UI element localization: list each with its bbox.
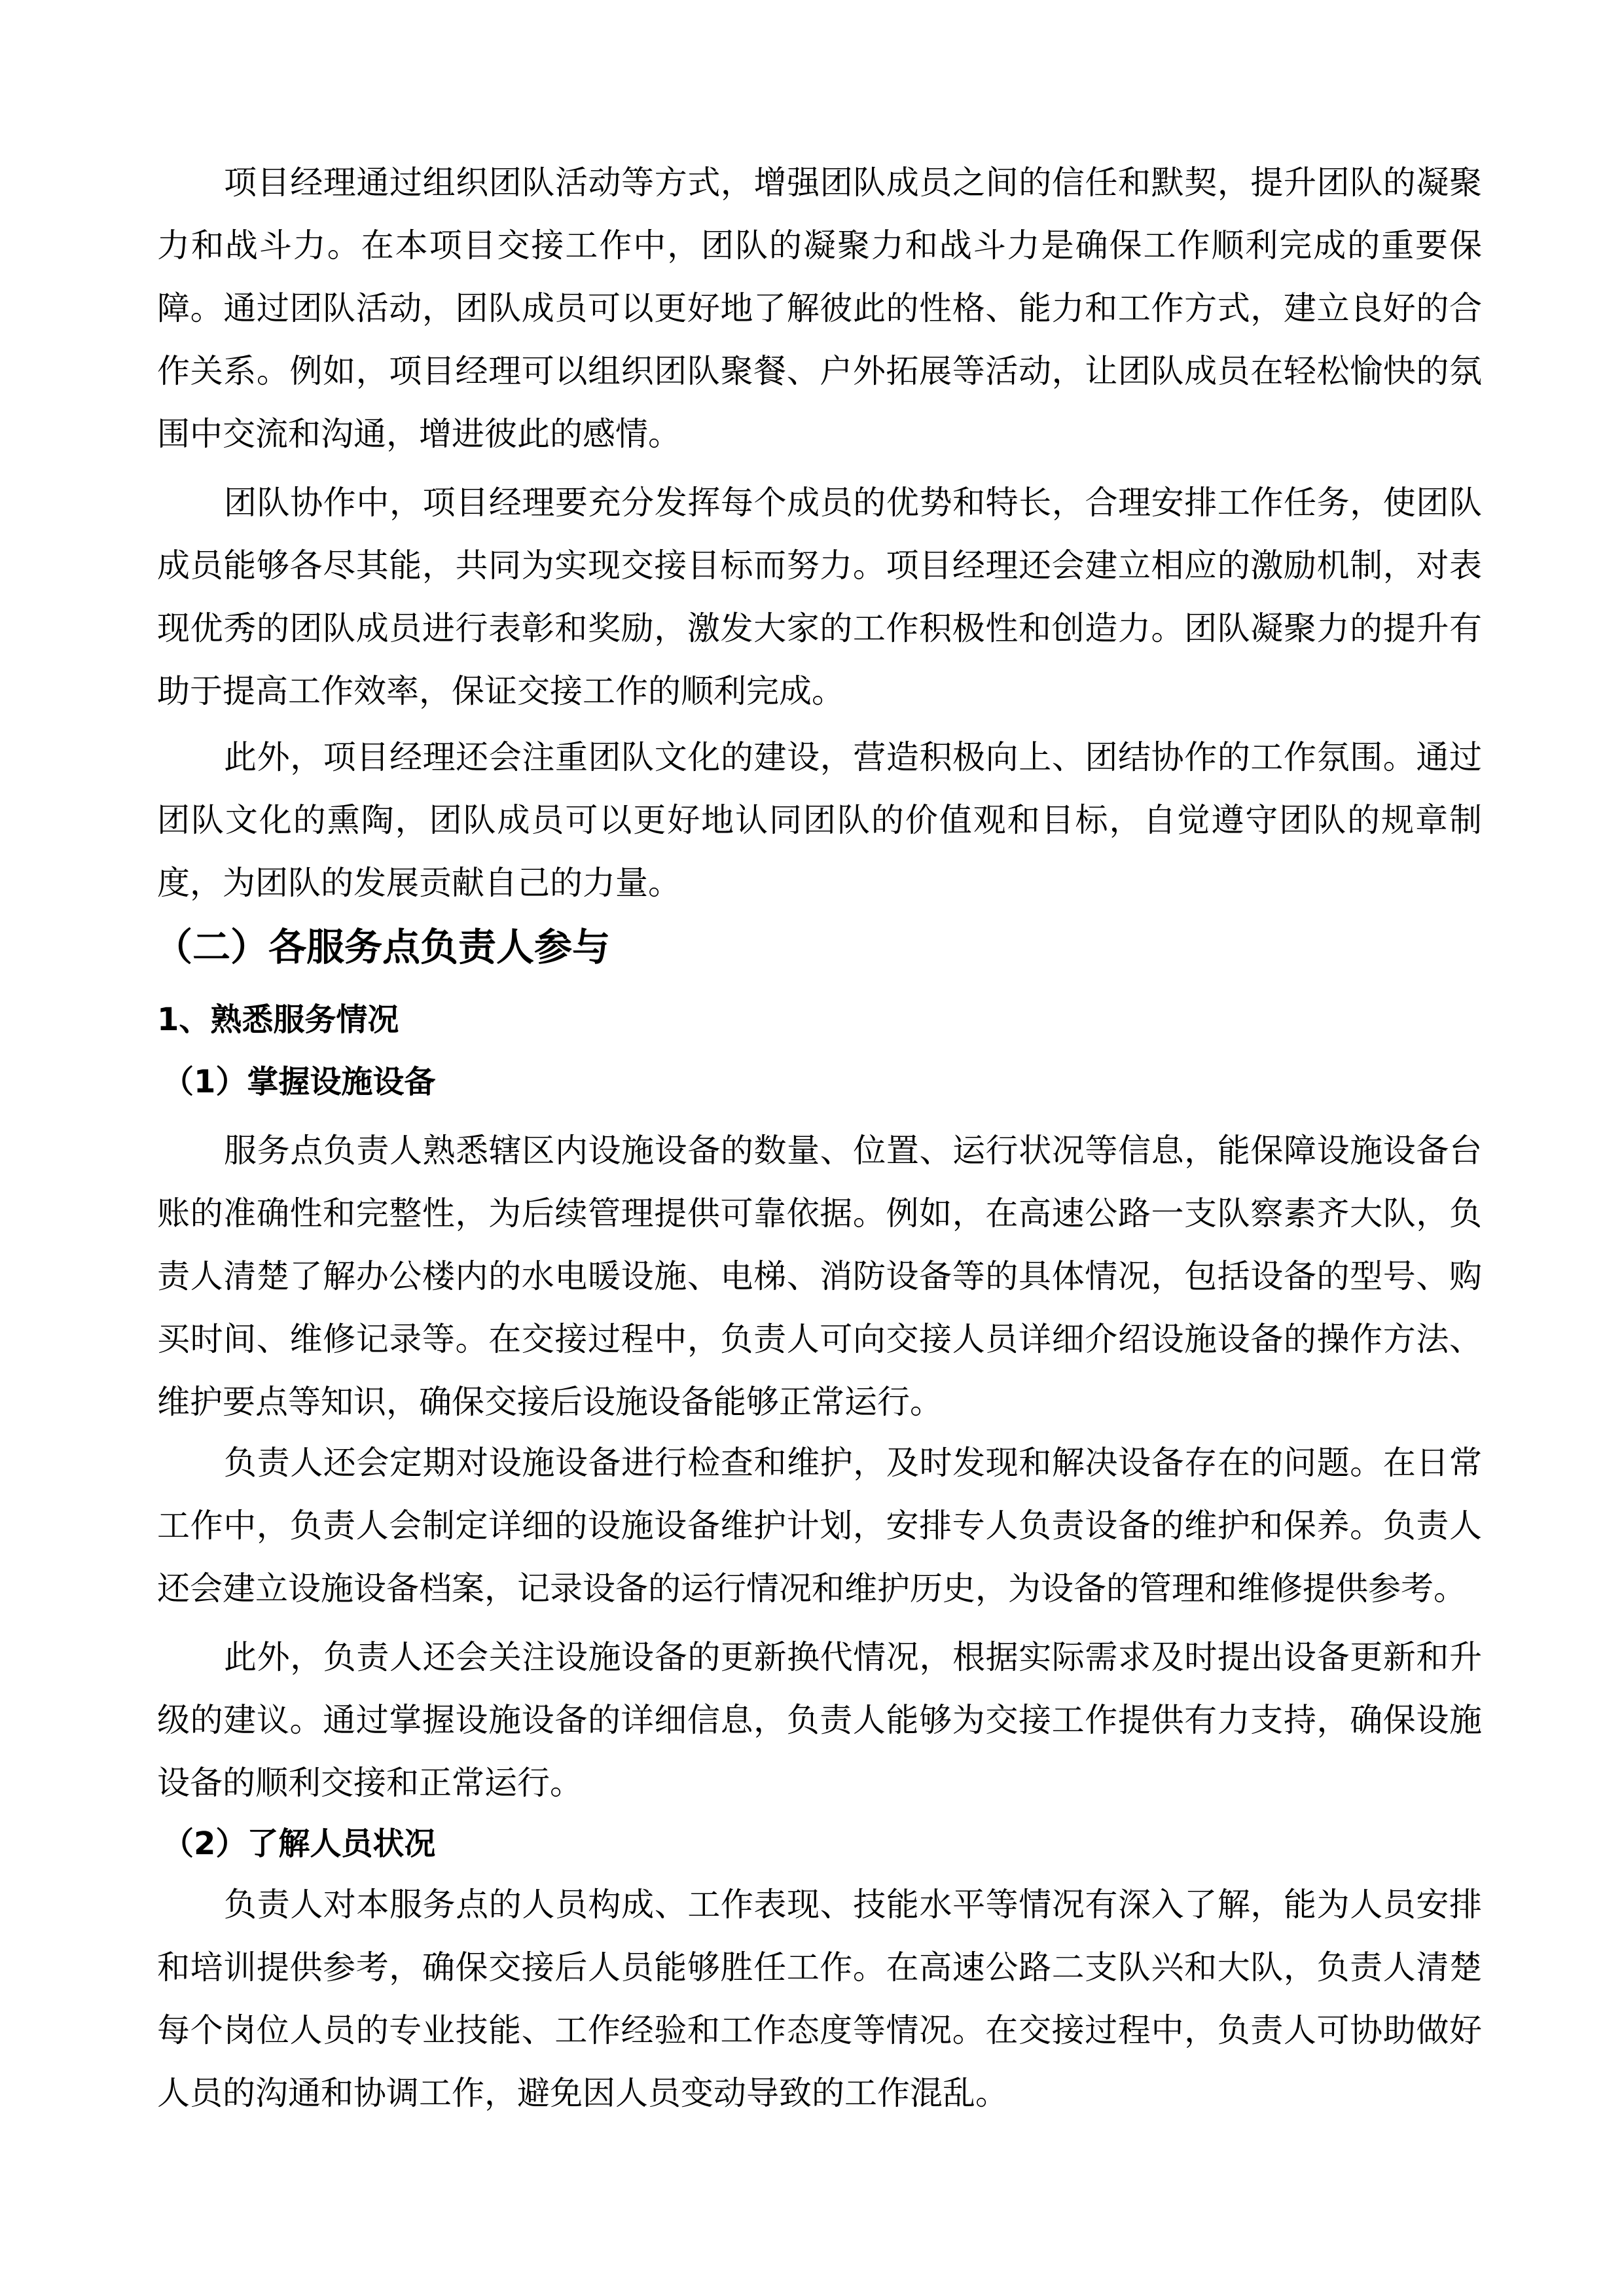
text-line: 工作中，负责人会制定详细的设施设备维护计划，安排专人负责设备的维护和保养。负责人 — [157, 1507, 1482, 1545]
item-heading-personnel: （2）了解人员状况 — [162, 1825, 436, 1862]
text-line: 每个岗位人员的专业技能、工作经验和工作态度等情况。在交接过程中，负责人可协助做好 — [157, 2011, 1482, 2049]
text-line: 设备的顺利交接和正常运行。 — [157, 1764, 583, 1802]
paragraph-facility-maintenance — [157, 1431, 1482, 1620]
paragraph-team-culture — [157, 726, 1482, 914]
text-line: 人员的沟通和协调工作，避免因人员变动导致的工作混乱。 — [157, 2074, 1008, 2112]
paragraph-facility-knowledge — [157, 1119, 1482, 1433]
text-line: 买时间、维修记录等。在交接过程中，负责人可向交接人员详细介绍设施设备的操作方法、 — [157, 1320, 1482, 1358]
text-line: 还会建立设施设备档案，记录设备的运行情况和维护历史，为设备的管理和维修提供参考。 — [157, 1570, 1466, 1607]
paragraph-personnel-status — [157, 1873, 1482, 2125]
paragraph-team-collaboration — [157, 471, 1482, 723]
section-heading: （二）各服务点负责人参与 — [154, 925, 611, 969]
text-line: 围中交流和沟通，增进彼此的感情。 — [157, 415, 681, 453]
text-line: 成员能够各尽其能，共同为实现交接目标而努力。项目经理还会建立相应的激励机制，对表 — [157, 547, 1482, 584]
text-line: 此外，项目经理还会注重团队文化的建设，营造积极向上、团结协作的工作氛围。通过 — [224, 738, 1482, 776]
paragraph-facility-upgrade — [157, 1626, 1482, 1814]
text-line: 力和战斗力。在本项目交接工作中，团队的凝聚力和战斗力是确保工作顺利完成的重要保 — [157, 226, 1482, 264]
text-line: 现优秀的团队成员进行表彰和奖励，激发大家的工作积极性和创造力。团队凝聚力的提升有 — [157, 609, 1482, 647]
text-line: 和培训提供参考，确保交接后人员能够胜任工作。在高速公路二支队兴和大队，负责人清楚 — [157, 1948, 1482, 1986]
item-heading-facilities: （1）掌握设施设备 — [162, 1064, 436, 1100]
text-line: 作关系。例如，项目经理可以组织团队聚餐、户外拓展等活动，让团队成员在轻松愉快的氛 — [157, 352, 1482, 390]
text-line: 度，为团队的发展贡献自己的力量。 — [157, 864, 681, 902]
text-line: 级的建议。通过掌握设施设备的详细信息，负责人能够为交接工作提供有力支持，确保设施 — [157, 1701, 1482, 1739]
text-line: 服务点负责人熟悉辖区内设施设备的数量、位置、运行状况等信息，能保障设施设备台 — [224, 1132, 1482, 1170]
text-line: 此外，负责人还会关注设施设备的更新换代情况，根据实际需求及时提出设备更新和升 — [224, 1638, 1482, 1676]
subsection-heading: 1、熟悉服务情况 — [157, 1001, 399, 1038]
text-line: 负责人对本服务点的人员构成、工作表现、技能水平等情况有深入了解，能为人员安排 — [224, 1886, 1482, 1924]
text-line: 责人清楚了解办公楼内的水电暖设施、电梯、消防设备等的具体情况，包括设备的型号、购 — [157, 1257, 1482, 1295]
text-line: 助于提高工作效率，保证交接工作的顺利完成。 — [157, 672, 844, 710]
text-line: 团队文化的熏陶，团队成员可以更好地认同团队的价值观和目标，自觉遵守团队的规章制 — [157, 801, 1482, 839]
text-line: 项目经理通过组织团队活动等方式，增强团队成员之间的信任和默契，提升团队的凝聚 — [224, 164, 1482, 202]
text-line: 团队协作中，项目经理要充分发挥每个成员的优势和特长，合理安排工作任务，使团队 — [224, 484, 1482, 522]
text-line: 负责人还会定期对设施设备进行检查和维护，及时发现和解决设备存在的问题。在日常 — [224, 1444, 1482, 1482]
text-line: 维护要点等知识，确保交接后设施设备能够正常运行。 — [157, 1383, 943, 1421]
text-line: 账的准确性和完整性，为后续管理提供可靠依据。例如，在高速公路一支队察素齐大队，负 — [157, 1194, 1482, 1232]
text-line: 障。通过团队活动，团队成员可以更好地了解彼此的性格、能力和工作方式，建立良好的合 — [157, 289, 1482, 327]
paragraph-team-activities — [157, 151, 1482, 465]
